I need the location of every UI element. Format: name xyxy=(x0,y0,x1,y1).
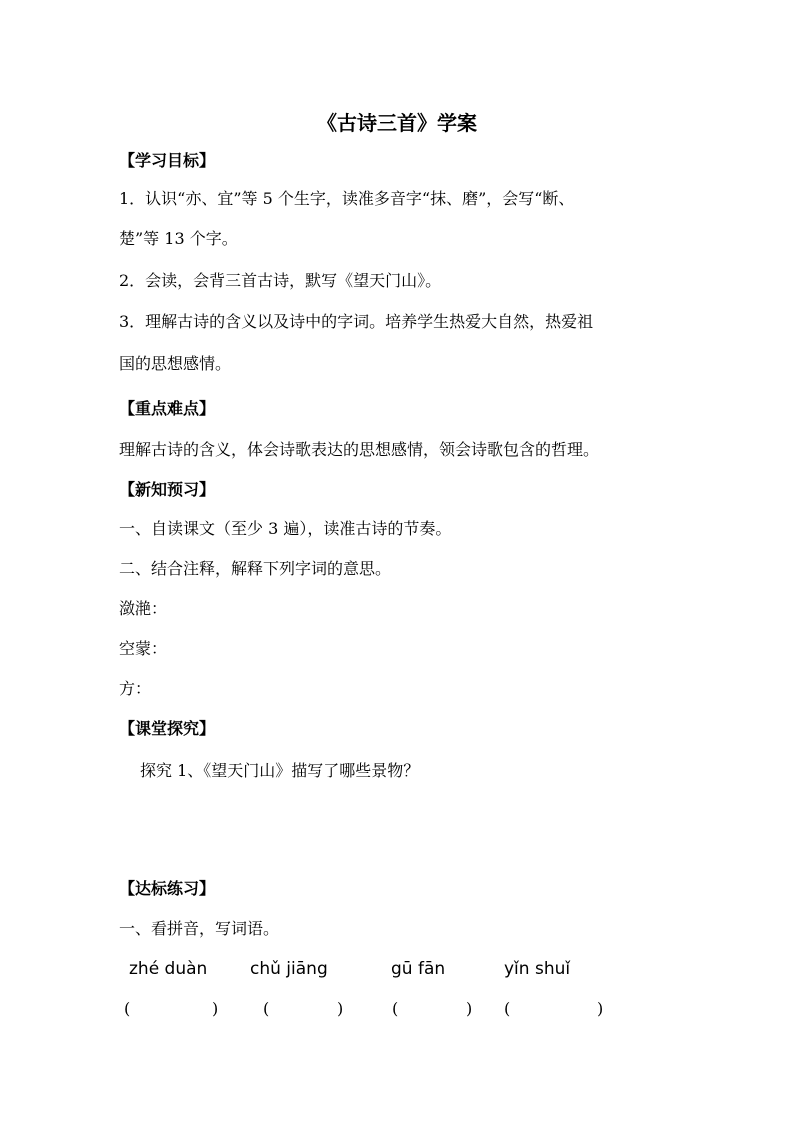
blank-4-open: ( xyxy=(504,999,511,1018)
preview-word-3: 方： xyxy=(119,679,152,698)
blank-4-close: ) xyxy=(597,999,604,1018)
pinyin-word-1: zhé duàn xyxy=(129,959,208,979)
classroom-item-1: 探究 1、《望天门山》描写了哪些景物？ xyxy=(140,761,420,780)
pinyin-word-4: yǐn shuǐ xyxy=(504,959,571,979)
preview-word-2: 空蒙： xyxy=(119,639,168,658)
pinyin-word-3: gū fān xyxy=(391,959,446,979)
pinyin-word-2: chǔ jiāng xyxy=(250,959,328,979)
preview-word-1: 潋滟： xyxy=(119,599,168,618)
document-title: 《古诗三首》学案 xyxy=(317,111,477,135)
classroom-heading: 【课堂探究】 xyxy=(119,719,216,738)
blank-3-open: ( xyxy=(392,999,399,1018)
learning-goals-heading: 【学习目标】 xyxy=(119,151,216,170)
key-points-heading: 【重点难点】 xyxy=(119,399,216,418)
blank-3-close: ) xyxy=(466,999,473,1018)
learning-goal-2: 2．会读，会背三首古诗，默写《望天门山》。 xyxy=(119,271,442,290)
blank-2-open: ( xyxy=(263,999,270,1018)
blank-2-close: ) xyxy=(337,999,344,1018)
key-points-text: 理解古诗的含义，体会诗歌表达的思想感情，领会诗歌包含的哲理。 xyxy=(119,440,600,459)
preview-item-1: 一、自读课文（至少 3 遍），读准古诗的节奏。 xyxy=(119,519,452,538)
learning-goal-1-line-1: 1．认识“亦、宜”等 5 个生字，读准多音字“抹、磨”，会写“断、 xyxy=(119,189,575,208)
learning-goal-3-line-2: 国的思想感情。 xyxy=(119,354,232,373)
blank-1-open: ( xyxy=(124,999,131,1018)
learning-goal-1-line-2: 楚”等 13 个字。 xyxy=(119,229,238,248)
preview-item-2: 二、结合注释，解释下列字词的意思。 xyxy=(119,559,392,578)
practice-heading: 【达标练习】 xyxy=(119,879,216,898)
practice-item-1: 一、看拼音，写词语。 xyxy=(119,919,280,938)
preview-heading: 【新知预习】 xyxy=(119,480,216,499)
blank-1-close: ) xyxy=(212,999,219,1018)
learning-goal-3-line-1: 3．理解古诗的含义以及诗中的字词。培养学生热爱大自然，热爱祖 xyxy=(119,312,594,331)
